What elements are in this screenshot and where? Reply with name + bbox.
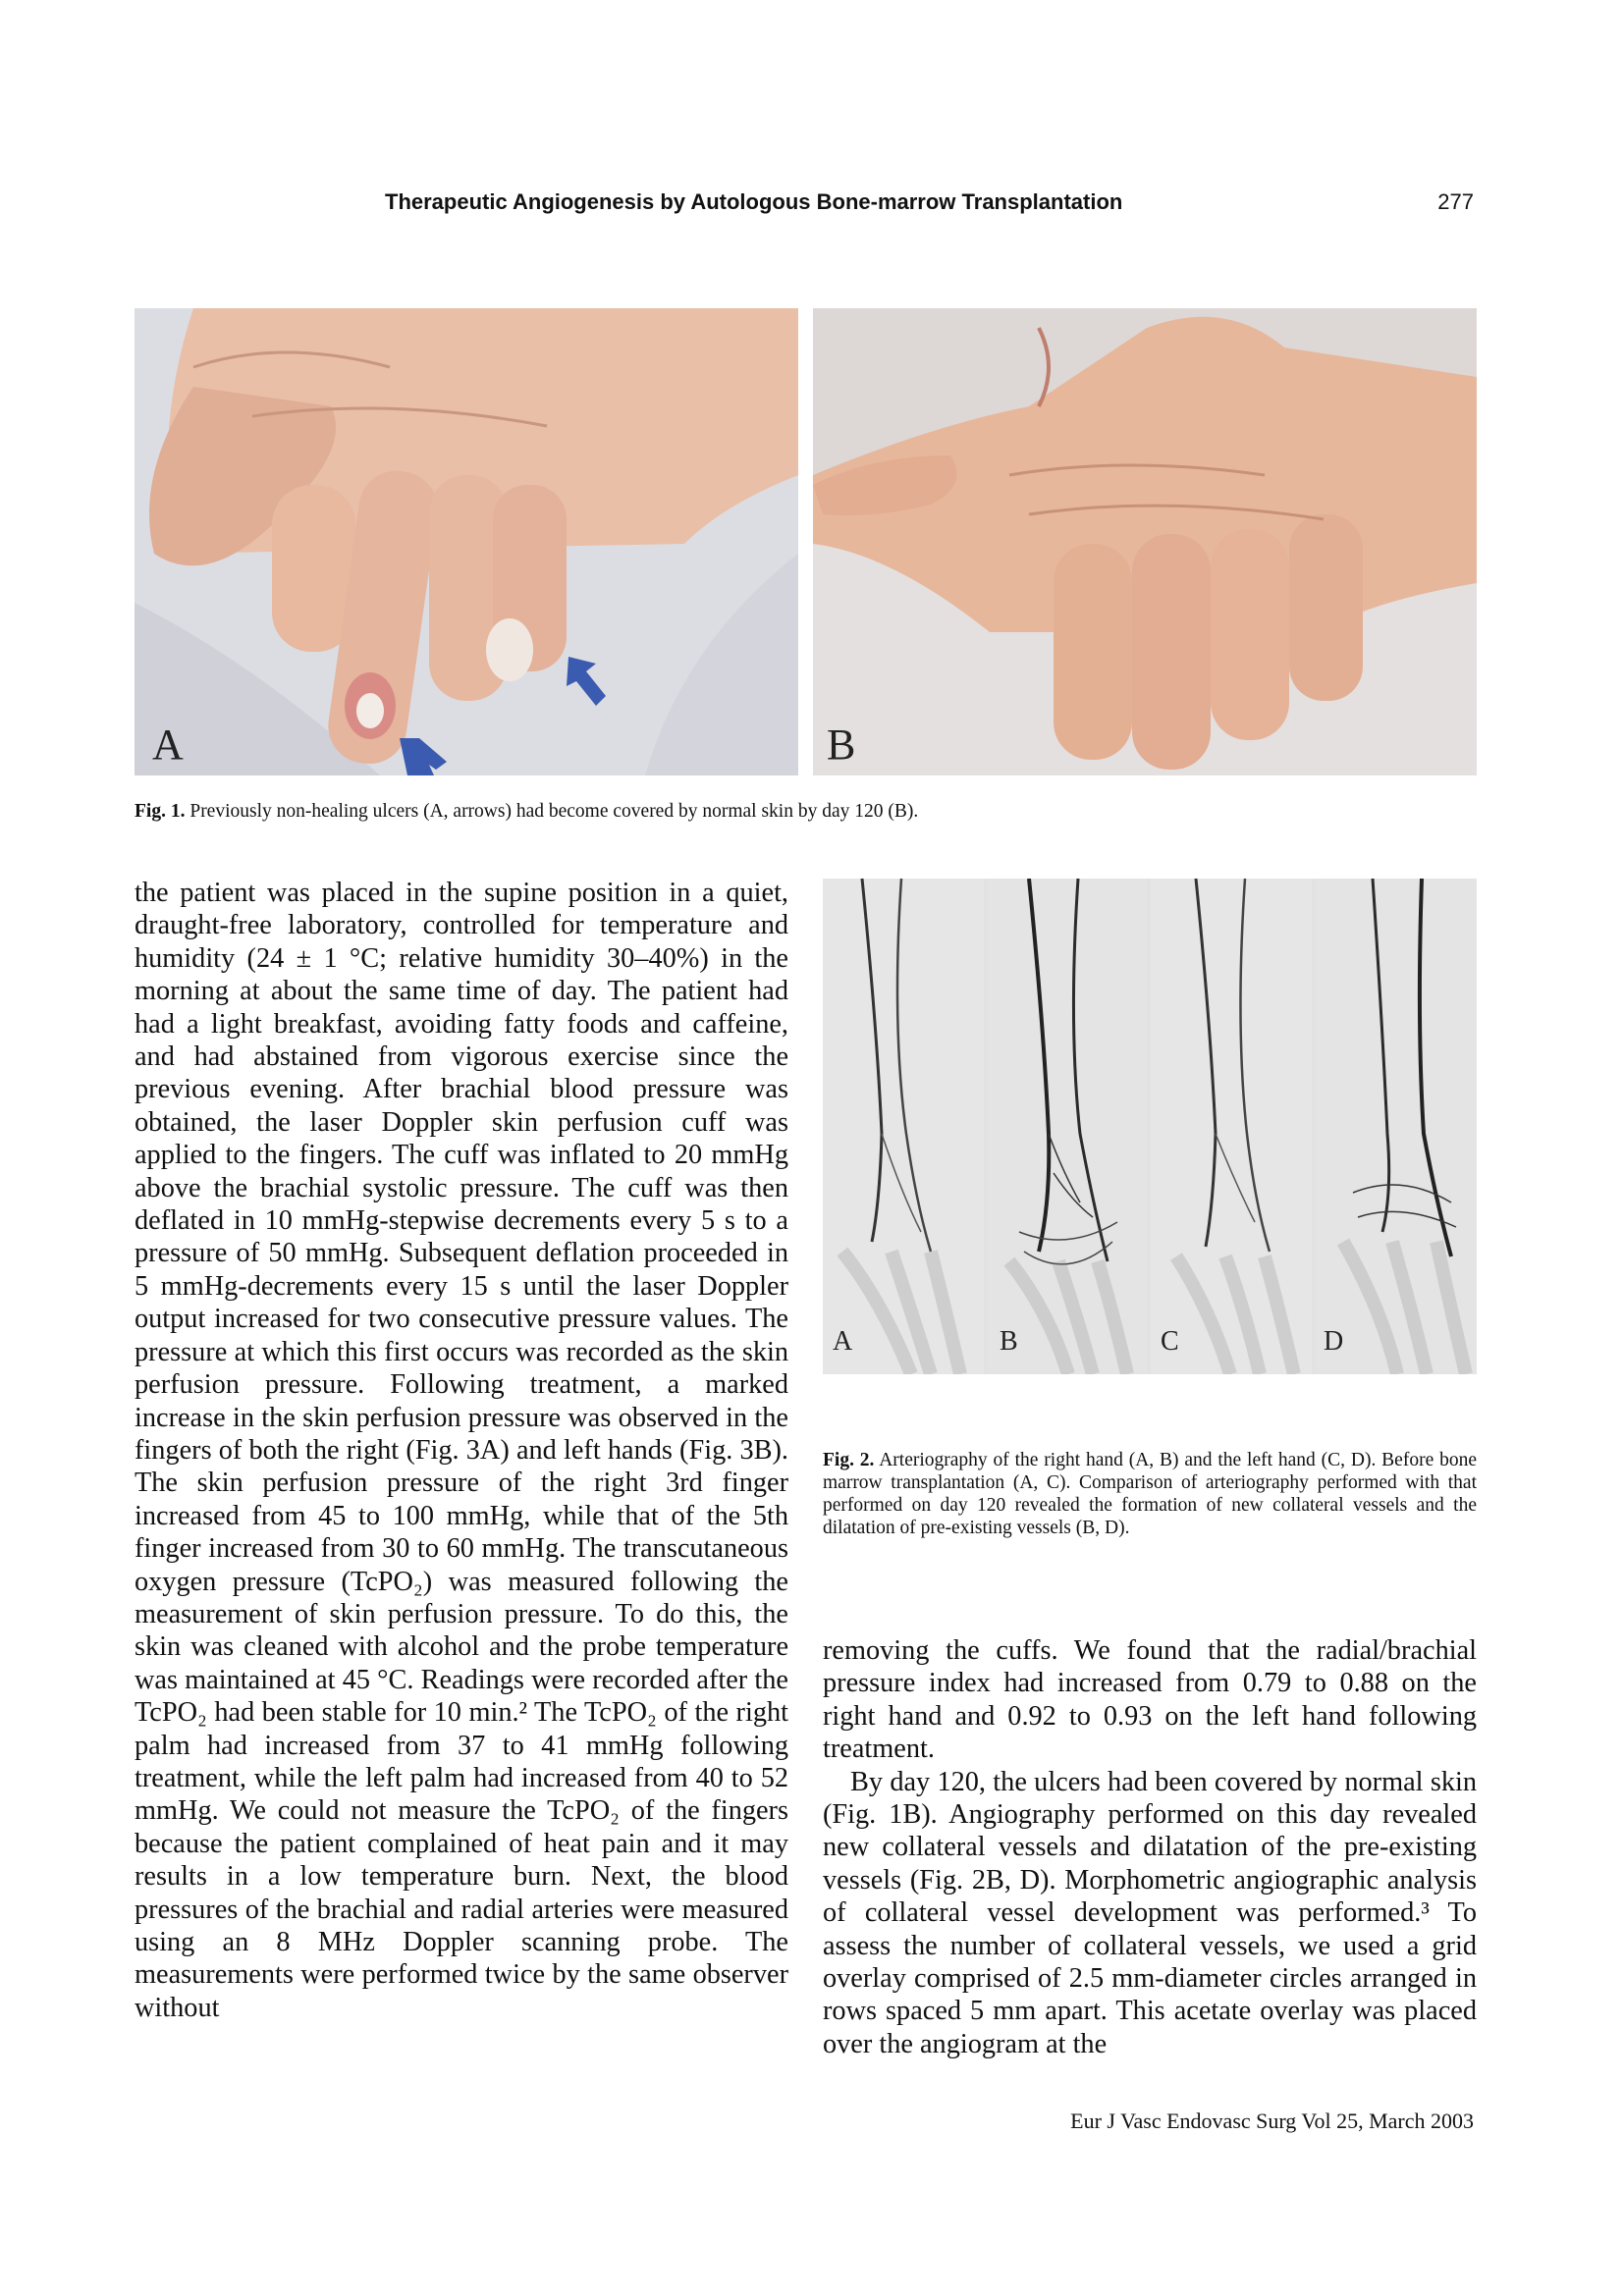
figure2-panel-label-d: D bbox=[1324, 1326, 1344, 1357]
figure2-panel-b-image bbox=[988, 879, 1147, 1374]
figure2-caption bbox=[823, 1449, 1477, 1539]
figure2-caption-label: Fig. 2. bbox=[823, 1450, 875, 1470]
journal-footer: Eur J Vasc Endovasc Surg Vol 25, March 2003 bbox=[1070, 2109, 1474, 2133]
right-column bbox=[823, 1634, 1477, 2060]
page-number: 277 bbox=[1437, 189, 1474, 214]
figure2-panel-label-b: B bbox=[1000, 1326, 1018, 1357]
figure2-panel-c-image bbox=[1151, 879, 1312, 1374]
figure1-panel-label-a: A bbox=[152, 721, 184, 769]
figure1-caption bbox=[135, 800, 1480, 823]
figure1-caption-text: Previously non-healing ulcers (A, arrows) had become covered by normal skin by day 120 (B). bbox=[189, 801, 919, 822]
left-column bbox=[135, 877, 788, 2024]
figure1-panel-b-photo bbox=[813, 308, 1477, 775]
right-column-paragraph-1: removing the cuffs. We found that the radial/brachial pressure index had increased from 0.79 to 0.88 on the right hand and 0.92 to 0.93 on the left hand following treatment. bbox=[823, 1635, 1477, 1765]
figure2-panel-label-a: A bbox=[833, 1326, 853, 1357]
figure1-panel-a-photo bbox=[135, 308, 798, 775]
figure2-caption-text: Arteriography of the right hand (A, B) and the left hand (C, D). Before bone marrow transplantation (A, C). Comparison of arteriography performed with that performed on day 120 revealed the formation of new collateral vessels and the dilatation of pre-existing vessels (B, D). bbox=[823, 1450, 1477, 1538]
figure1-panel-label-b: B bbox=[827, 721, 856, 769]
left-column-paragraph: the patient was placed in the supine position in a quiet, draught-free laboratory, controlled for temperature and humidity (24 ± 1 °C; relative humidity 30–40%) in the morning at about the same time of day. The patient had had a light breakfast, avoiding fatty foods and caffeine, and had abstained from vigorous exercise since the previous evening. After brachial blood pressure was obtained, the laser Doppler skin perfusion cuff was applied to the fingers. The cuff was inflated to 20 mmHg above the brachial systolic pressure. The cuff was then deflated in 10 mmHg-stepwise decrements every 5 s to a pressure of 50 mmHg. Subsequent deflation proceeded in 5 mmHg-decrements every 15 s until the laser Doppler output increased for two consecutive pressure values. The pressure at which this first occurs was recorded as the skin perfusion pressure. Following treatment, a marked increase in the skin perfusion pressure was observed in the fingers of both the right (Fig. 3A) and left hands (Fig. 3B). The skin perfusion pressure of the right 3rd finger increased from 45 to 100 mmHg, while that of the 5th finger increased from 30 to 60 mmHg. The transcutaneous oxygen pressure (TcPO₂) was measured following the measurement of skin perfusion pressure. To do this, the skin was cleaned with alcohol and the probe temperature was maintained at 45 °C. Readings were recorded after the TcPO₂ had been stable for 10 min.² The TcPO₂ of the right palm had increased from 37 to 41 mmHg following treatment, while the left palm had increased from 40 to 52 mmHg. We could not measure the TcPO₂ of the fingers because the patient complained of heat pain and it may results in a low temperature burn. Next, the blood pressures of the brachial and radial arteries were measured using an 8 MHz Doppler scanning probe. The measurements were performed twice by the same observer without bbox=[135, 878, 788, 2023]
running-title: Therapeutic Angiogenesis by Autologous Bone-marrow Transplantation bbox=[385, 189, 1123, 214]
figure2-panel-d-image bbox=[1316, 879, 1477, 1374]
figure1-caption-label: Fig. 1. bbox=[135, 801, 186, 822]
right-column-paragraph-2: By day 120, the ulcers had been covered by normal skin (Fig. 1B). Angiography performed on this day revealed new collateral vessels and dilatation of the pre-existing vessels (Fig. 2B, D). Morphometric angiographic analysis of collateral vessel development was performed.³ To assess the number of collateral vessels, we used a grid overlay comprised of 2.5 mm-diameter circles arranged in rows spaced 5 mm apart. This acetate overlay was placed over the angiogram at the bbox=[823, 1766, 1477, 2059]
figure2-panel-label-c: C bbox=[1161, 1326, 1179, 1357]
figure2-angiogram bbox=[823, 879, 1477, 1374]
figure2-panel-a-image bbox=[823, 879, 984, 1374]
